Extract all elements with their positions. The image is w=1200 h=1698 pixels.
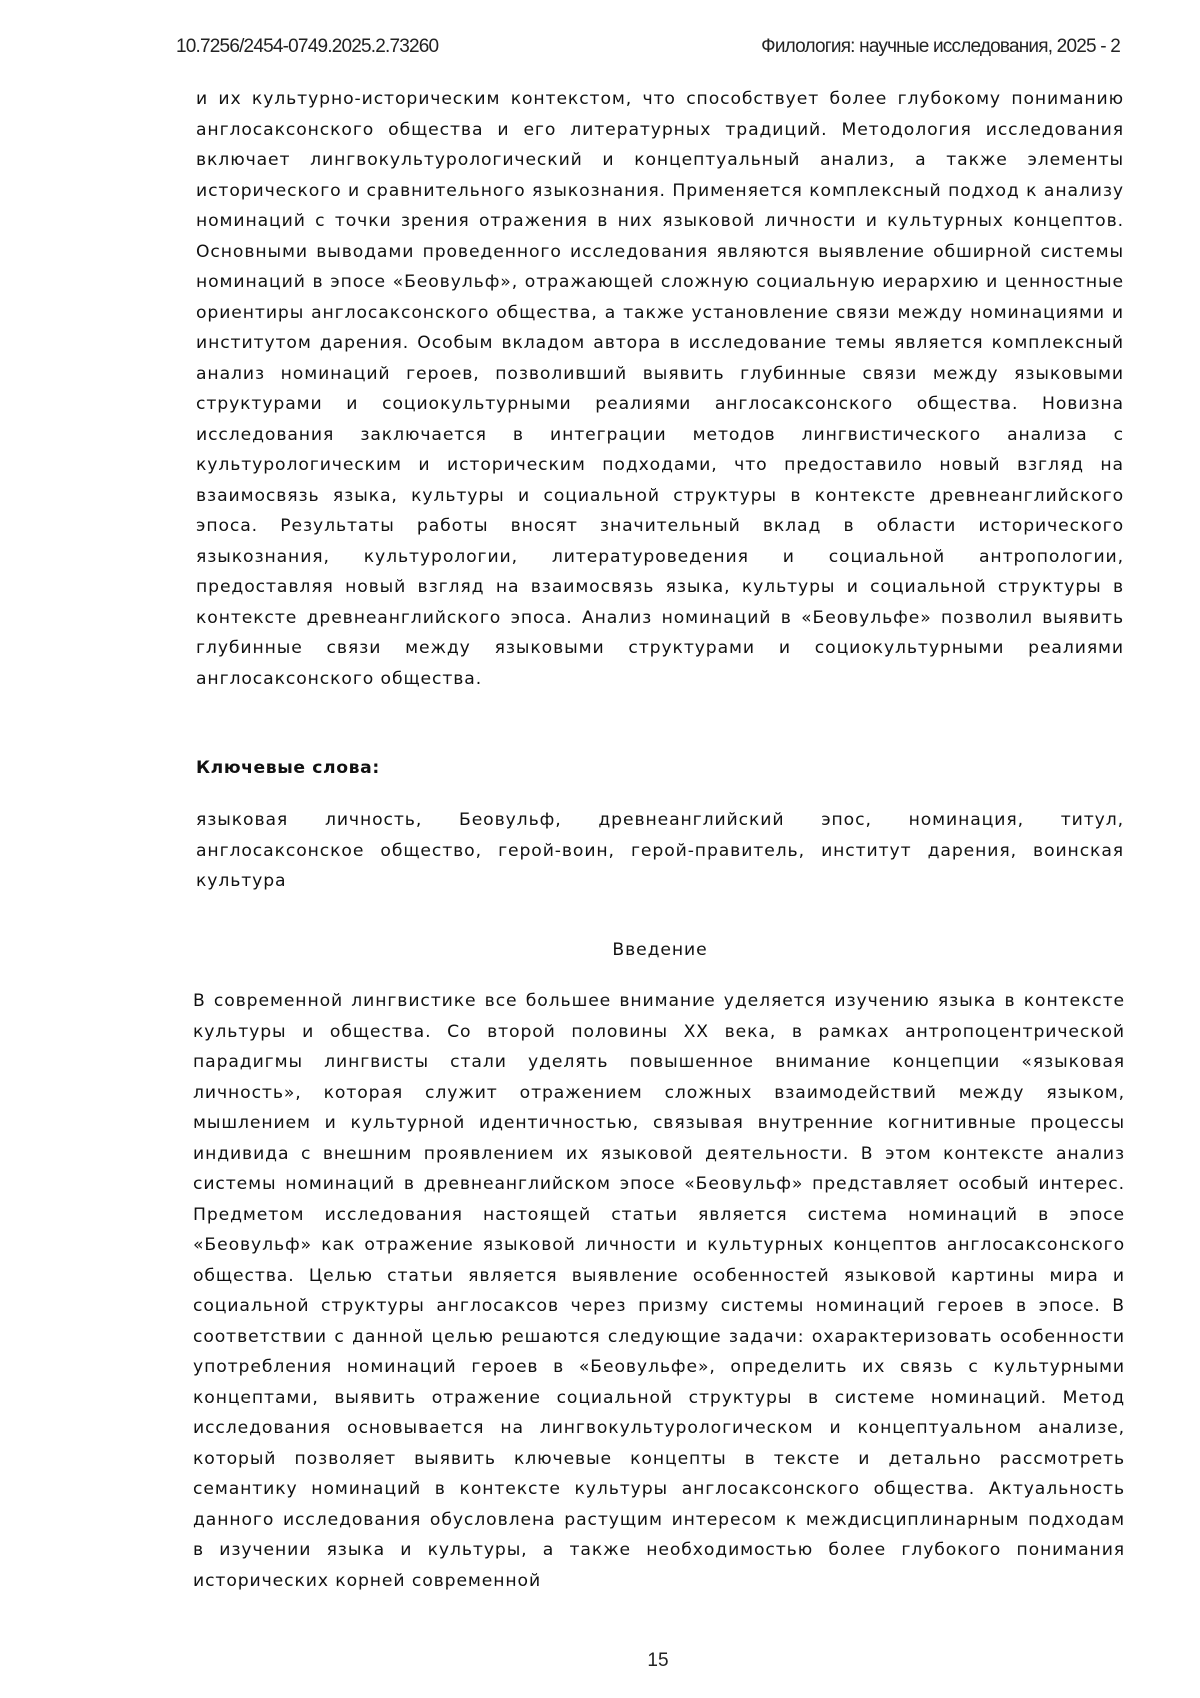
journal-issue-label: Филология: научные исследования, 2025 - 2: [761, 36, 1120, 57]
keywords-heading: Ключевые слова:: [196, 758, 380, 778]
keywords-list: языковая личность, Беовульф, древнеанглийский эпос, номинация, титул, англосаксонское общество, герой-воин, герой-правитель, институт дарения, воинская культура: [196, 810, 1124, 891]
section-title-introduction: Введение: [612, 940, 708, 960]
page-number: 15: [647, 1650, 669, 1671]
page-header: [176, 36, 1120, 66]
doi-label: 10.7256/2454-0749.2025.2.73260: [176, 36, 439, 57]
abstract-paragraph: и их культурно-историческим контекстом, что способствует более глубокому пониманию англосаксонского общества и его литературных традиций. Методология исследования включает лингвокультурологический и концептуальный анализ, а также элементы исторического и сравнительного языкознания. Применяется комплексный подход к анализу номинаций с точки зрения отражения в них языковой личности и культурных концептов. Основными выводами проведенного исследования являются выявление обширной системы номинаций в эпосе «Беовульф», отражающей сложную социальную иерархию и ценностные ориентиры англосаксонского общества, а также установление связи между номинациями и институтом дарения. Особым вкладом автора в исследование темы является комплексный анализ номинаций героев, позволивший выявить глубинные связи между языковыми структурами и социокультурными реалиями англосаксонского общества. Новизна исследования заключается в интеграции методов лингвистического анализа с культурологическим и историческим подходами, что предоставило новый взгляд на взаимосвязь языка, культуры и социальной структуры в контексте древнеанглийского эпоса. Результаты работы вносят значительный вклад в области исторического языкознания, культурологии, литературоведения и социальной антропологии, предоставляя новый взгляд на взаимосвязь языка, культуры и социальной структуры в контексте древнеанглийского эпоса. Анализ номинаций в «Беовульфе» позволил выявить глубинные связи между языковыми структурами и социокультурными реалиями англосаксонского общества.: [196, 89, 1124, 689]
introduction-paragraph: В современной лингвистике все большее внимание уделяется изучению языка в контексте культуры и общества. Со второй половины XX века, в рамках антропоцентрической парадигмы лингвисты стали уделять повышенное внимание концепции «языковая личность», которая служит отражением сложных взаимодействий между языком, мышлением и культурной идентичностью, связывая внутренние когнитивные процессы индивида с внешним проявлением их языковой деятельности. В этом контексте анализ системы номинаций в древнеанглийском эпосе «Беовульф» представляет особый интерес. Предметом исследования настоящей статьи является система номинаций в эпосе «Беовульф» как отражение языковой личности и культурных концептов англосаксонского общества. Целью статьи является выявление особенностей языковой картины мира и социальной структуры англосаксов через призму системы номинаций героев в эпосе. В соответствии с данной целью решаются следующие задачи: охарактеризовать особенности употребления номинаций героев в «Беовульфе», определить их связь с культурными концептами, выявить отражение социальной структуры в системе номинаций. Метод исследования основывается на лингвокультурологическом и концептуальном анализе, который позволяет выявить ключевые концепты в тексте и детально рассмотреть семантику номинаций в контексте культуры англосаксонского общества. Актуальность данного исследования обусловлена растущим интересом к междисциплинарным подходам в изучении языка и культуры, а также необходимостью более глубокого понимания исторических корней современной: [193, 991, 1125, 1591]
